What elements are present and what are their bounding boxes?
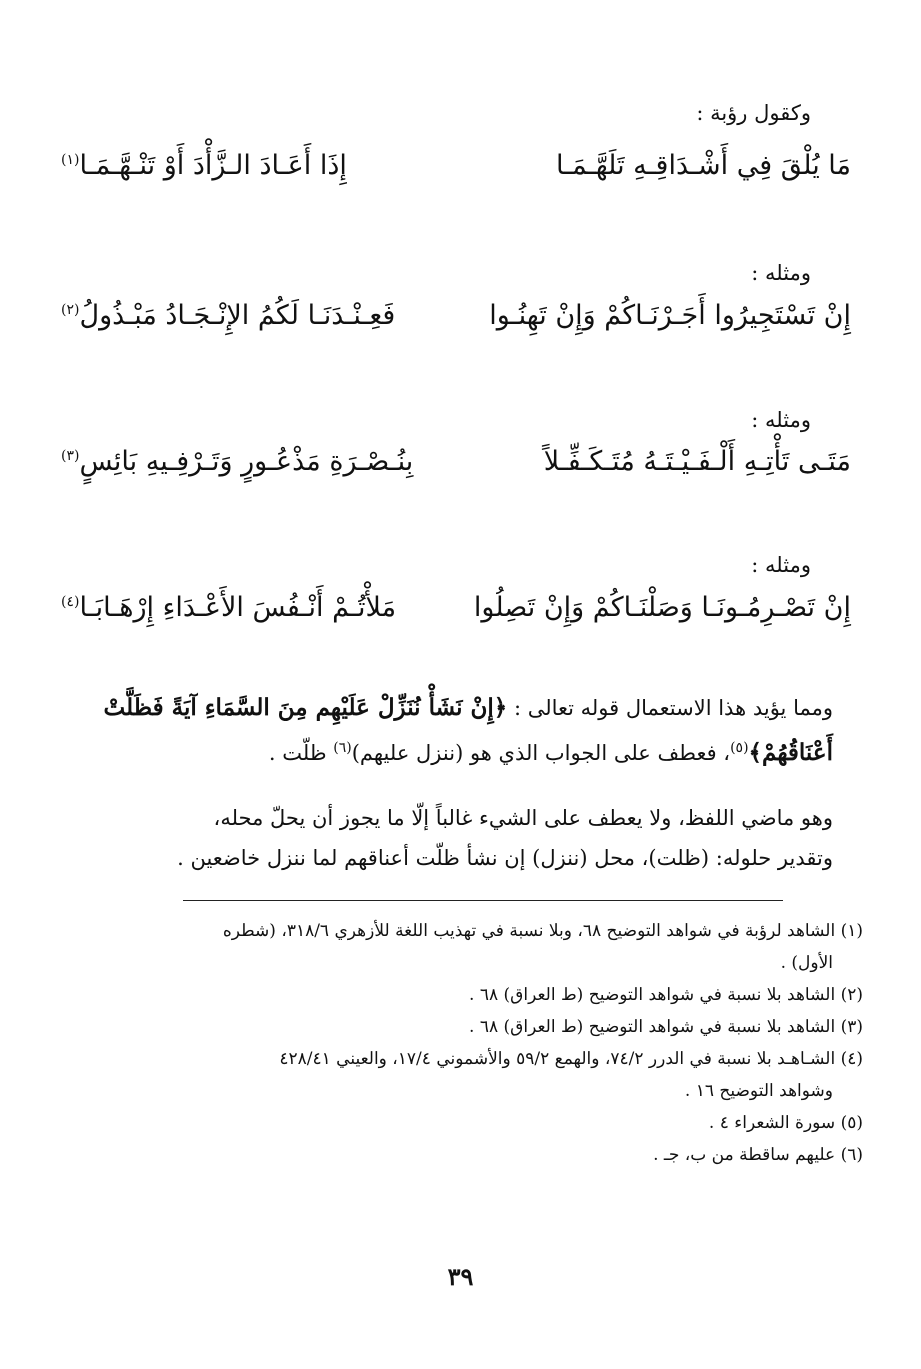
verse-line [61,446,851,490]
verse-hemistich-first: إِنْ تَصْـرِمُـونَـا وَصَلْنَـاكُمْ وَإِنْ تَصِلُوا [473,592,851,623]
footnote-item: (١) الشاهد لرؤبة في شواهد التوضيح ٦٨، وبلا نسبة في تهذيب اللغة للأزهري ٣١٨/٦، (شطره [222,921,863,941]
verse-line [61,150,851,194]
verse-line [61,592,851,636]
footnote-item: (٢) الشاهد بلا نسبة في شواهد التوضيح (ط العراق) ٦٨ . [469,985,863,1005]
verse-intro: ومثله : [751,408,811,432]
paragraph-text: ظلّت . [268,741,334,765]
verse-hemistich-second [61,300,395,331]
paragraph-line: وتقدير حلوله: (ظلت)، محل (ننزل) إن نشأ ظلّت أعناقهم لما ننزل خاضعين . [177,846,833,870]
verse-intro: ومثله : [751,261,811,285]
footnote-reference[interactable]: (٤) [61,594,80,610]
verse-hemistich-first: مَا يُلْقَ فِي أَشْـدَاقِـهِ تَلَهَّـمَـا [556,150,851,181]
footnote-item-continuation: وشواهد التوضيح ١٦ . [684,1081,833,1101]
footnote-reference[interactable]: (٣) [61,448,80,464]
verse-intro: وكقول رؤبة : [696,101,811,125]
verse-hemistich-second-text: فَعِـنْـدَنَـا لَكُمُ الإِنْـجَـادُ مَبْـذُولُ [79,300,396,331]
verse-hemistich-second [61,150,347,181]
quran-verse: أَعْنَاقُهُمْ﴾ [748,739,833,766]
footnote-item: (٥) سورة الشعراء ٤ . [708,1113,863,1133]
verse-hemistich-first: إِنْ تَسْتَجِيرُوا أَجَـرْنَـاكُمْ وَإِنْ تَهِنُـوا [489,300,851,331]
paragraph [88,688,833,773]
footnotes [133,915,863,1171]
paragraph-text: ، فعطف على الجواب الذي هو (ننزل عليهم) [351,741,731,765]
verse-hemistich-second [61,592,396,623]
paragraph-line [88,688,833,728]
footnote-reference[interactable]: (٢) [61,302,80,318]
verse-hemistich-second-text: إِذَا أَعَـادَ الـزَّأْدَ أَوْ تَنْـهَّـمَـا [79,150,347,181]
verse-intro: ومثله : [751,553,811,577]
footnote-item: (٣) الشاهد بلا نسبة في شواهد التوضيح (ط العراق) ٦٨ . [469,1017,863,1037]
footnote-reference[interactable]: (٥) [730,740,749,756]
quran-verse: ﴿إِنْ نَشَأْ نُنَزِّلْ عَلَيْهِم مِنَ السَّمَاءِ آيَةً فَظَلَّتْ [103,694,508,721]
footnote-reference[interactable]: (١) [61,152,80,168]
verse-hemistich-second-text: مَلأْتُـمْ أَنْـفُسَ الأَعْـدَاءِ إِرْهَـابَـا [79,592,397,623]
verse-hemistich-first: مَتَـى تَأْتِـهِ أَلْـفَـيْـتَـهُ مُتَـكَـفِّـلاً [543,446,851,477]
footnote-item-continuation: الأول) . [780,953,833,973]
footnote-item: (٤) الشـاهـد بلا نسبة في الدرر ٧٤/٢، والهمع ٥٩/٢ والأشموني ١٧/٤، والعيني ٤٢٨/٤١ [279,1049,863,1069]
verse-hemistich-second-text: بِنُـصْـرَةِ مَذْعُـورٍ وَتَـرْفِـيهِ بَائِسٍ [79,446,414,477]
paragraph [88,798,833,878]
footnote-reference[interactable]: (٦) [333,740,352,756]
paragraph-text: ومما يؤيد هذا الاستعمال قوله تعالى : [513,696,833,720]
page-number: ٣٩ [447,1262,474,1291]
footnote-item: (٦) عليهم ساقطة من ب، جـ . [653,1145,863,1165]
paragraph-line [88,728,833,773]
paragraph-line: وهو ماضي اللفظ، ولا يعطف على الشيء غالباً إلّا ما يجوز أن يحلّ محله، [213,806,833,830]
verse-hemistich-second [61,446,413,477]
verse-line [61,300,851,344]
footnote-divider [183,900,783,901]
